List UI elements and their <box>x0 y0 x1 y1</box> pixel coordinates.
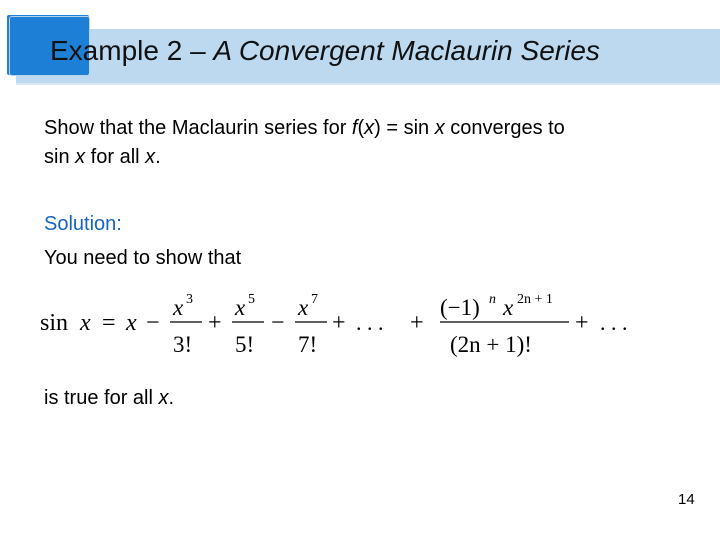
problem-text: sin <box>44 146 76 168</box>
formula-x: x <box>126 310 137 336</box>
general-num-exp: 2n + 1 <box>517 292 553 307</box>
problem-text: . <box>155 146 161 168</box>
term2-num-base: x <box>235 295 246 320</box>
maclaurin-formula <box>38 286 668 360</box>
formula-op: − <box>271 310 285 336</box>
conclusion-var: x <box>158 387 169 409</box>
term3-num-base: x <box>298 295 309 320</box>
conclusion-text: is true for all <box>44 387 159 409</box>
term2-num-exp: 5 <box>248 292 255 307</box>
general-num-x: x <box>503 295 514 320</box>
problem-text: ( <box>357 117 365 139</box>
formula-dots: . . . <box>356 310 384 335</box>
term1-den: 3! <box>173 332 193 357</box>
problem-line-1 <box>44 114 565 143</box>
title-bar-shadow <box>16 83 720 85</box>
formula-op: + <box>575 310 589 336</box>
problem-var: x <box>364 117 375 139</box>
problem-text: Show that the Maclaurin series for <box>44 117 352 139</box>
page-number: 14 <box>678 491 695 508</box>
general-num-sign: (−1) <box>440 295 480 320</box>
problem-text: for all <box>85 146 146 168</box>
formula-op: + <box>208 310 222 336</box>
formula-op: + <box>410 310 424 336</box>
term3-den: 7! <box>298 332 318 357</box>
need-text: You need to show that <box>44 247 242 269</box>
formula-lhs-fn: sin <box>40 310 69 336</box>
slide-title <box>50 30 600 72</box>
term3-num-exp: 7 <box>311 292 318 307</box>
general-num-n: n <box>489 292 496 307</box>
slide-title-italic: A Convergent Maclaurin Series <box>213 35 600 66</box>
term1-num-exp: 3 <box>186 292 193 307</box>
formula-op: + <box>332 310 346 336</box>
conclusion-text: . <box>168 387 175 409</box>
term1-num-base: x <box>173 295 184 320</box>
formula-equals: = <box>102 310 116 336</box>
problem-var: x <box>145 146 156 168</box>
problem-text: converges to <box>444 117 565 139</box>
slide-title-prefix: Example 2 – <box>50 35 214 66</box>
conclusion-line <box>44 384 174 413</box>
problem-line-2 <box>44 143 161 172</box>
formula-lhs-var: x <box>80 310 91 336</box>
formula-dots: . . . <box>600 310 628 335</box>
problem-var: x <box>75 146 86 168</box>
solution-label: Solution: <box>44 213 122 235</box>
problem-var: x <box>434 117 445 139</box>
term2-den: 5! <box>235 332 255 357</box>
problem-var: f <box>351 117 358 139</box>
formula-op: − <box>146 310 160 336</box>
general-den: (2n + 1)! <box>450 332 532 357</box>
problem-text: ) = sin <box>374 117 435 139</box>
